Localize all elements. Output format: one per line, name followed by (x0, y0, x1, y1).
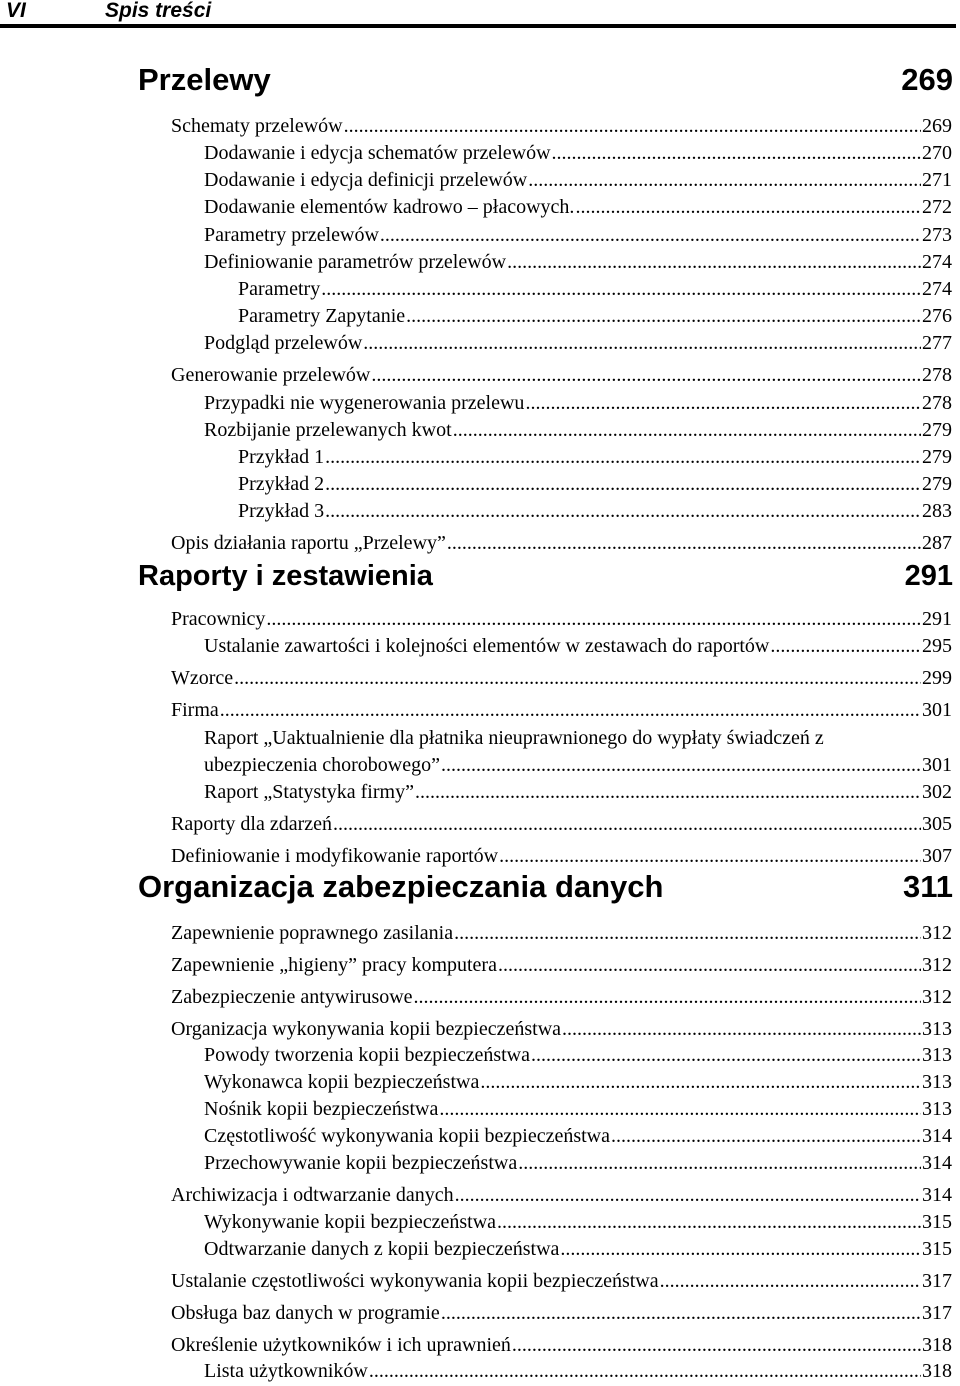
chapter-page: 311 (902, 869, 953, 904)
toc-entry-page: 312 (922, 922, 952, 944)
dot-leader (371, 362, 921, 388)
toc-entry[interactable] (204, 1123, 952, 1149)
toc-entry-page: 279 (922, 473, 952, 495)
toc-entry-title: Lista użytkowników (204, 1360, 368, 1382)
toc-entry[interactable] (204, 222, 952, 248)
dot-leader (453, 417, 921, 443)
chapter-heading[interactable] (138, 558, 953, 594)
toc-entry-title: Obsługa baz danych w programie (171, 1302, 440, 1324)
toc-entry-title: Parametry przelewów (204, 224, 379, 246)
toc-entry-page: 314 (922, 1184, 952, 1206)
header-rule (0, 24, 956, 28)
dot-leader (528, 167, 921, 193)
toc-entry-title: Zabezpieczenie antywirusowe (171, 986, 413, 1008)
toc-entry[interactable] (204, 1042, 952, 1068)
dot-leader (531, 1042, 921, 1068)
toc-entry-page: 302 (922, 781, 952, 803)
toc-entry-title: Parametry (238, 278, 321, 300)
toc-entry[interactable] (204, 752, 952, 778)
toc-entry[interactable] (204, 1150, 952, 1176)
toc-entry-page: 295 (922, 635, 952, 657)
toc-entry-title: Opis działania raportu „Przelewy” (171, 532, 446, 554)
dot-leader (455, 1182, 921, 1208)
toc-entry[interactable] (204, 1236, 952, 1262)
toc-entry-page: 273 (922, 224, 952, 246)
toc-entry-title: Odtwarzanie danych z kopii bezpieczeństwa (204, 1238, 560, 1260)
toc-entry-page: 278 (922, 392, 952, 414)
toc-entry[interactable] (204, 390, 952, 416)
toc-entry-title: Definiowanie parametrów przelewów (204, 251, 507, 273)
toc-entry-title: Raport „Statystyka firmy” (204, 781, 414, 803)
toc-entry[interactable] (204, 633, 952, 659)
dot-leader (660, 1268, 921, 1294)
toc-entry[interactable] (171, 1268, 952, 1294)
dot-leader (611, 1123, 921, 1149)
toc-entry[interactable] (204, 779, 952, 805)
toc-entry-page: 269 (922, 115, 952, 137)
toc-entry-page: 318 (922, 1334, 952, 1356)
toc-entry[interactable] (204, 1069, 952, 1095)
toc-entry-page: 313 (922, 1018, 952, 1040)
running-header (0, 0, 960, 28)
toc-entry[interactable] (171, 362, 952, 388)
dot-leader (441, 752, 921, 778)
dot-leader (325, 471, 921, 497)
toc-entry[interactable] (171, 606, 952, 632)
dot-leader (562, 1016, 921, 1042)
toc-entry-page: 291 (922, 608, 952, 630)
toc-entry-title: Określenie użytkowników i ich uprawnień (171, 1334, 511, 1356)
toc-entry[interactable] (238, 276, 952, 302)
chapter-heading[interactable] (138, 869, 953, 905)
header-title: Spis treści (105, 0, 212, 22)
toc-entry-title: Zapewnienie „higieny” pracy komputera (171, 954, 497, 976)
toc-entry[interactable] (204, 194, 952, 220)
toc-entry-page: 279 (922, 419, 952, 441)
toc-entry[interactable] (204, 1358, 952, 1384)
toc-entry-page: 312 (922, 986, 952, 1008)
chapter-title: Raporty i zestawienia (138, 560, 433, 592)
toc-entry-title: Schematy przelewów (171, 115, 343, 137)
toc-entry-title: Przypadki nie wygenerowania przelewu (204, 392, 525, 414)
dot-leader (325, 498, 921, 524)
toc-entry-title: Rozbijanie przelewanych kwot (204, 419, 452, 441)
toc-entry-page: 279 (922, 446, 952, 468)
toc-entry-page: 287 (922, 532, 952, 554)
toc-entry-page: 299 (922, 667, 952, 689)
dot-leader (560, 1236, 921, 1262)
toc-entry-page: 272 (922, 196, 952, 218)
toc-entry-title: Dodawanie elementów kadrowo – płacowych. (204, 196, 575, 218)
toc-entry-title: Przechowywanie kopii bezpieczeństwa (204, 1152, 518, 1174)
toc-entry-title: Raporty dla zdarzeń (171, 813, 333, 835)
toc-entry-page: 314 (922, 1125, 952, 1147)
toc-entry[interactable] (204, 417, 952, 443)
toc-entry-page: 271 (922, 169, 952, 191)
toc-entry[interactable] (204, 249, 952, 275)
toc-entry[interactable] (238, 471, 952, 497)
toc-entry-page: 315 (922, 1238, 952, 1260)
toc-entry[interactable] (204, 1209, 952, 1235)
dot-leader (321, 276, 921, 302)
toc-entry-title: Przykład 3 (238, 500, 325, 522)
dot-leader (369, 1358, 921, 1384)
toc-entry-page: 305 (922, 813, 952, 835)
chapter-page: 291 (904, 560, 953, 592)
toc-entry-title: Dodawanie i edycja definicji przelewów (204, 169, 528, 191)
dot-leader (266, 606, 921, 632)
dot-leader (454, 920, 921, 946)
dot-leader (518, 1150, 921, 1176)
dot-leader (525, 390, 921, 416)
toc-entry[interactable] (204, 167, 952, 193)
toc-entry-title: Pracownicy (171, 608, 266, 630)
toc-entry[interactable] (171, 920, 952, 946)
dot-leader (575, 194, 921, 220)
chapter-page: 269 (901, 62, 953, 97)
dot-leader (380, 222, 921, 248)
toc-entry-title: Przykład 1 (238, 446, 325, 468)
dot-leader (497, 1209, 921, 1235)
dot-leader (220, 697, 921, 723)
toc-entry-title: Raport „Uaktualnienie dla płatnika nieuprawnionego do wypłaty świadczeń z (204, 727, 824, 749)
toc-entry-page: 301 (922, 699, 952, 721)
toc-entry-title: ubezpieczenia chorobowego” (204, 754, 440, 776)
dot-leader (406, 303, 921, 329)
dot-leader (447, 530, 921, 556)
toc-entry-title: Organizacja wykonywania kopii bezpieczeństwa (171, 1018, 562, 1040)
chapter-title: Przelewy (138, 62, 271, 97)
toc-entry-page: 270 (922, 142, 952, 164)
toc-entry-page: 301 (922, 754, 952, 776)
toc-entry[interactable] (171, 952, 952, 978)
toc-entry-title: Dodawanie i edycja schematów przelewów (204, 142, 551, 164)
toc-entry[interactable] (204, 1096, 952, 1122)
toc-entry-page: 307 (922, 845, 952, 867)
toc-entry-page: 317 (922, 1270, 952, 1292)
toc-entry-page: 312 (922, 954, 952, 976)
toc-entry-title: Firma (171, 699, 219, 721)
toc-entry-page: 274 (922, 278, 952, 300)
toc-entry-title: Zapewnienie poprawnego zasilania (171, 922, 454, 944)
dot-leader (363, 330, 921, 356)
dot-leader (480, 1069, 921, 1095)
toc-entry-page: 318 (922, 1360, 952, 1382)
dot-leader (325, 444, 921, 470)
dot-leader (512, 1332, 921, 1358)
toc-entry-wrapped-line[interactable] (204, 725, 952, 751)
toc-entry-title: Wykonywanie kopii bezpieczeństwa (204, 1211, 497, 1233)
header-page-number: VI (6, 0, 26, 22)
dot-leader (507, 249, 921, 275)
toc-entry[interactable] (171, 1300, 952, 1326)
toc-entry[interactable] (171, 697, 952, 723)
toc-entry-title: Ustalanie zawartości i kolejności elementów w zestawach do raportów (204, 635, 770, 657)
toc-entry[interactable] (171, 530, 952, 556)
toc-entry[interactable] (238, 303, 952, 329)
toc-entry-page: 314 (922, 1152, 952, 1174)
dot-leader (441, 1300, 921, 1326)
dot-leader (499, 843, 921, 869)
toc-entry-page: 278 (922, 364, 952, 386)
toc-entry-title: Generowanie przelewów (171, 364, 371, 386)
toc-entry-title: Częstotliwość wykonywania kopii bezpieczeństwa (204, 1125, 610, 1147)
toc-entry-title: Ustalanie częstotliwości wykonywania kopii bezpieczeństwa (171, 1270, 659, 1292)
toc-entry-title: Parametry Zapytanie (238, 305, 406, 327)
toc-entry[interactable] (171, 1182, 952, 1208)
toc-entry-title: Podgląd przelewów (204, 332, 363, 354)
dot-leader (234, 665, 921, 691)
toc-entry-title: Powody tworzenia kopii bezpieczeństwa (204, 1044, 531, 1066)
dot-leader (414, 984, 921, 1010)
toc-entry-page: 313 (922, 1098, 952, 1120)
toc-entry[interactable] (171, 984, 952, 1010)
toc-entry-page: 283 (922, 500, 952, 522)
toc-entry-page: 315 (922, 1211, 952, 1233)
toc-entry[interactable] (238, 444, 952, 470)
toc-entry-title: Wykonawca kopii bezpieczeństwa (204, 1071, 480, 1093)
toc-entry[interactable] (204, 330, 952, 356)
toc-entry-page: 313 (922, 1071, 952, 1093)
toc-entry[interactable] (171, 1016, 952, 1042)
dot-leader (415, 779, 921, 805)
toc-entry[interactable] (171, 811, 952, 837)
chapter-title: Organizacja zabezpieczania danych (138, 869, 664, 904)
toc-entry[interactable] (171, 665, 952, 691)
dot-leader (333, 811, 921, 837)
toc-entry[interactable] (171, 113, 952, 139)
toc-entry-page: 317 (922, 1302, 952, 1324)
toc-entry-title: Nośnik kopii bezpieczeństwa (204, 1098, 439, 1120)
toc-entry-page: 274 (922, 251, 952, 273)
toc-entry-title: Archiwizacja i odtwarzanie danych (171, 1184, 454, 1206)
toc-entry-title: Wzorce (171, 667, 234, 689)
toc-entry[interactable] (171, 843, 952, 869)
toc-entry-title: Przykład 2 (238, 473, 325, 495)
dot-leader (552, 140, 921, 166)
toc-entry-page: 277 (922, 332, 952, 354)
toc-entry[interactable] (171, 1332, 952, 1358)
toc-entry[interactable] (204, 140, 952, 166)
dot-leader (439, 1096, 921, 1122)
dot-leader (770, 633, 921, 659)
toc-entry[interactable] (238, 498, 952, 524)
toc-entry-page: 313 (922, 1044, 952, 1066)
chapter-heading[interactable] (138, 62, 953, 98)
toc-entry-title: Definiowanie i modyfikowanie raportów (171, 845, 499, 867)
toc-entry-page: 276 (922, 305, 952, 327)
dot-leader (344, 113, 921, 139)
dot-leader (498, 952, 921, 978)
